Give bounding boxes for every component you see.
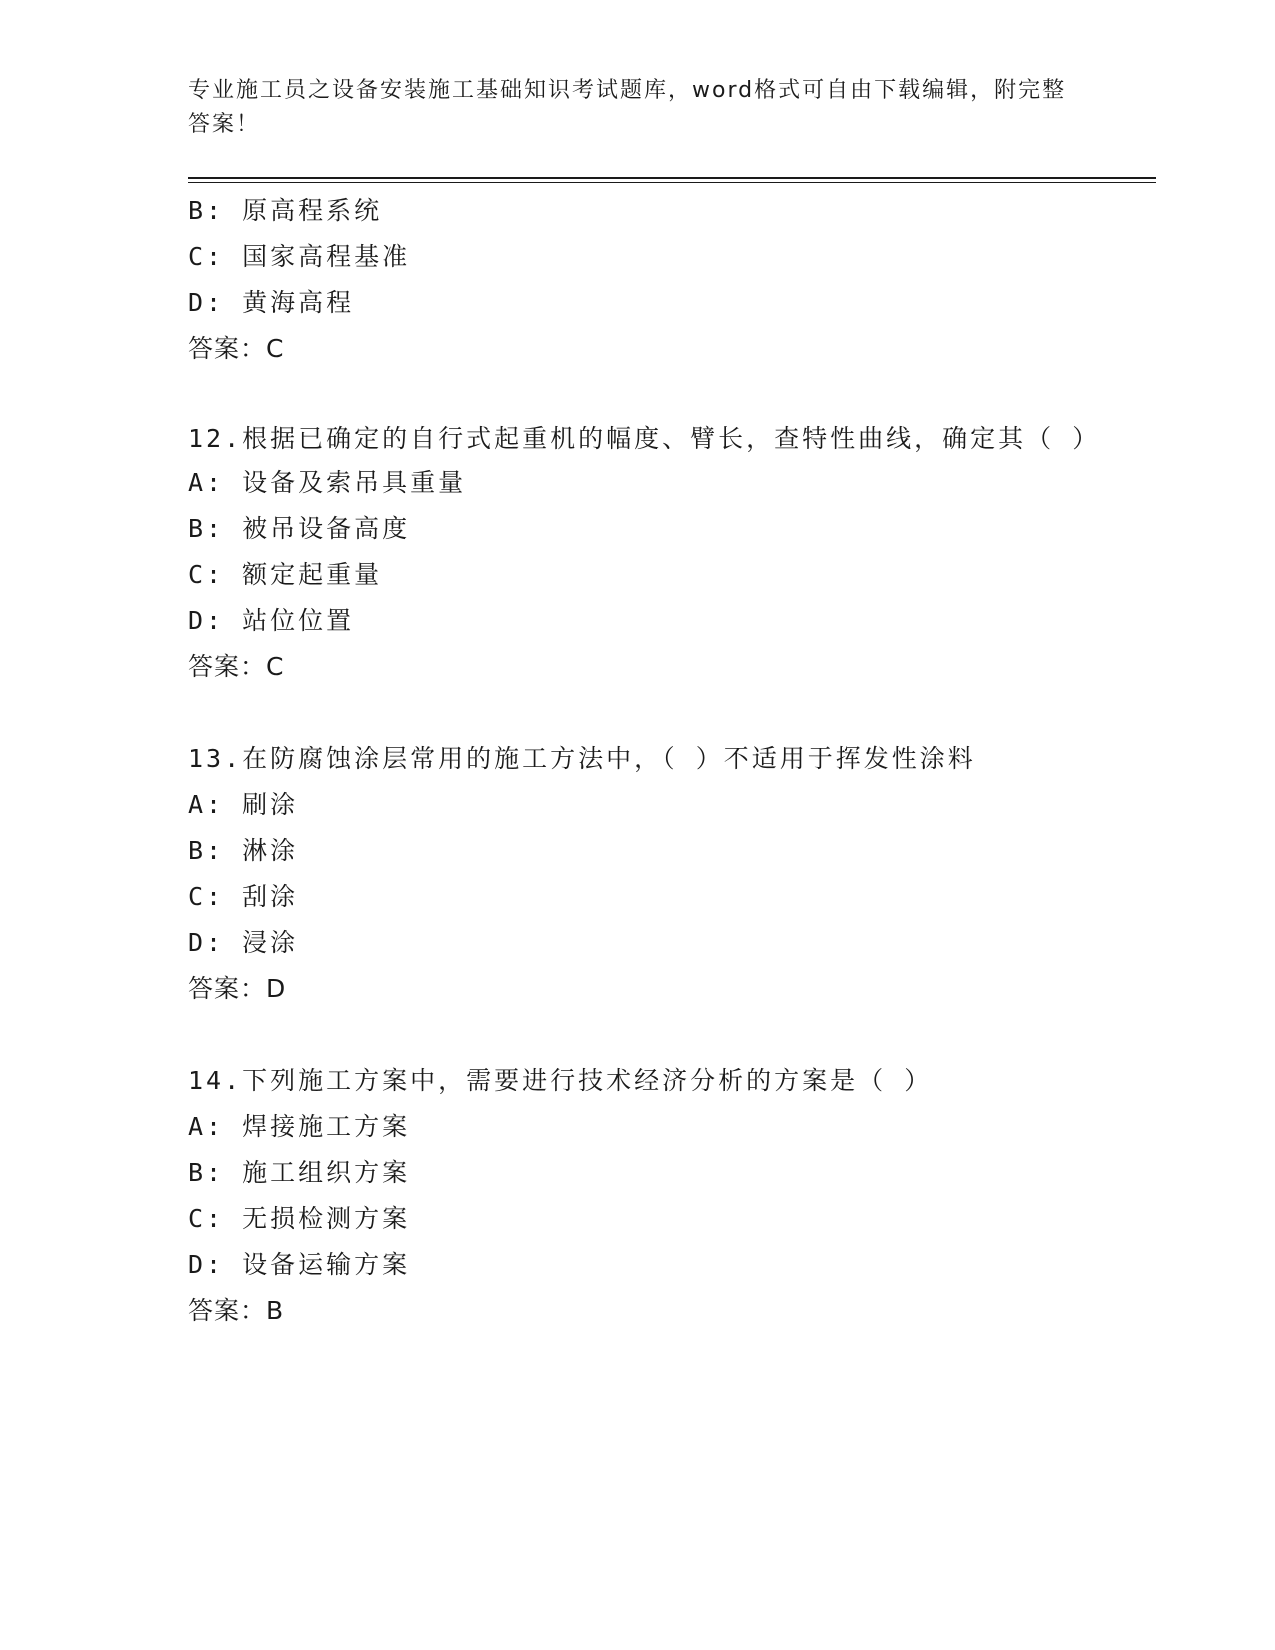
option-b: B: 被吊设备高度 [188, 514, 411, 543]
option-b: B: 施工组织方案 [188, 1158, 411, 1187]
option-b: B: 淋涂 [188, 836, 299, 865]
option-a: A: 设备及索吊具重量 [188, 468, 467, 497]
question-text: 12.根据已确定的自行式起重机的幅度、臂长，查特性曲线，确定其（ ） [188, 424, 1101, 453]
answer-line: 答案：C [188, 652, 285, 681]
option-d: D: 浸涂 [188, 928, 299, 957]
document-header: 专业施工员之设备安装施工基础知识考试题库，word格式可自由下载编辑，附完整答案！ [188, 78, 1067, 137]
answer-line: 答案：B [188, 1296, 285, 1325]
option-c: C: 刮涂 [188, 882, 299, 911]
answer-line: 答案：C [188, 334, 285, 363]
option-a: A: 刷涂 [188, 790, 299, 819]
option-d: D: 设备运输方案 [188, 1250, 411, 1279]
spacer [188, 1012, 1088, 1058]
option-c: C: 无损检测方案 [188, 1204, 411, 1233]
question-content [188, 188, 1101, 1334]
answer-line: 答案：D [188, 974, 287, 1003]
question-14-block [188, 1058, 1088, 1334]
option-d: D: 黄海高程 [188, 288, 355, 317]
header-rule-thin [188, 182, 1156, 183]
question-12-block [188, 418, 1101, 690]
option-c: C: 国家高程基准 [188, 242, 411, 271]
spacer [188, 372, 1088, 418]
question-text: 14.下列施工方案中，需要进行技术经济分析的方案是（ ） [188, 1066, 933, 1095]
question-11-block [188, 188, 1088, 372]
question-13-block [188, 736, 1088, 1012]
option-c: C: 额定起重量 [188, 560, 383, 589]
header-rule-thick [188, 177, 1156, 179]
question-text: 13.在防腐蚀涂层常用的施工方法中，（ ）不适用于挥发性涂料 [188, 744, 976, 773]
option-a: A: 焊接施工方案 [188, 1112, 411, 1141]
option-d: D: 站位位置 [188, 606, 355, 635]
spacer [188, 690, 1088, 736]
option-b: B: 原高程系统 [188, 196, 383, 225]
